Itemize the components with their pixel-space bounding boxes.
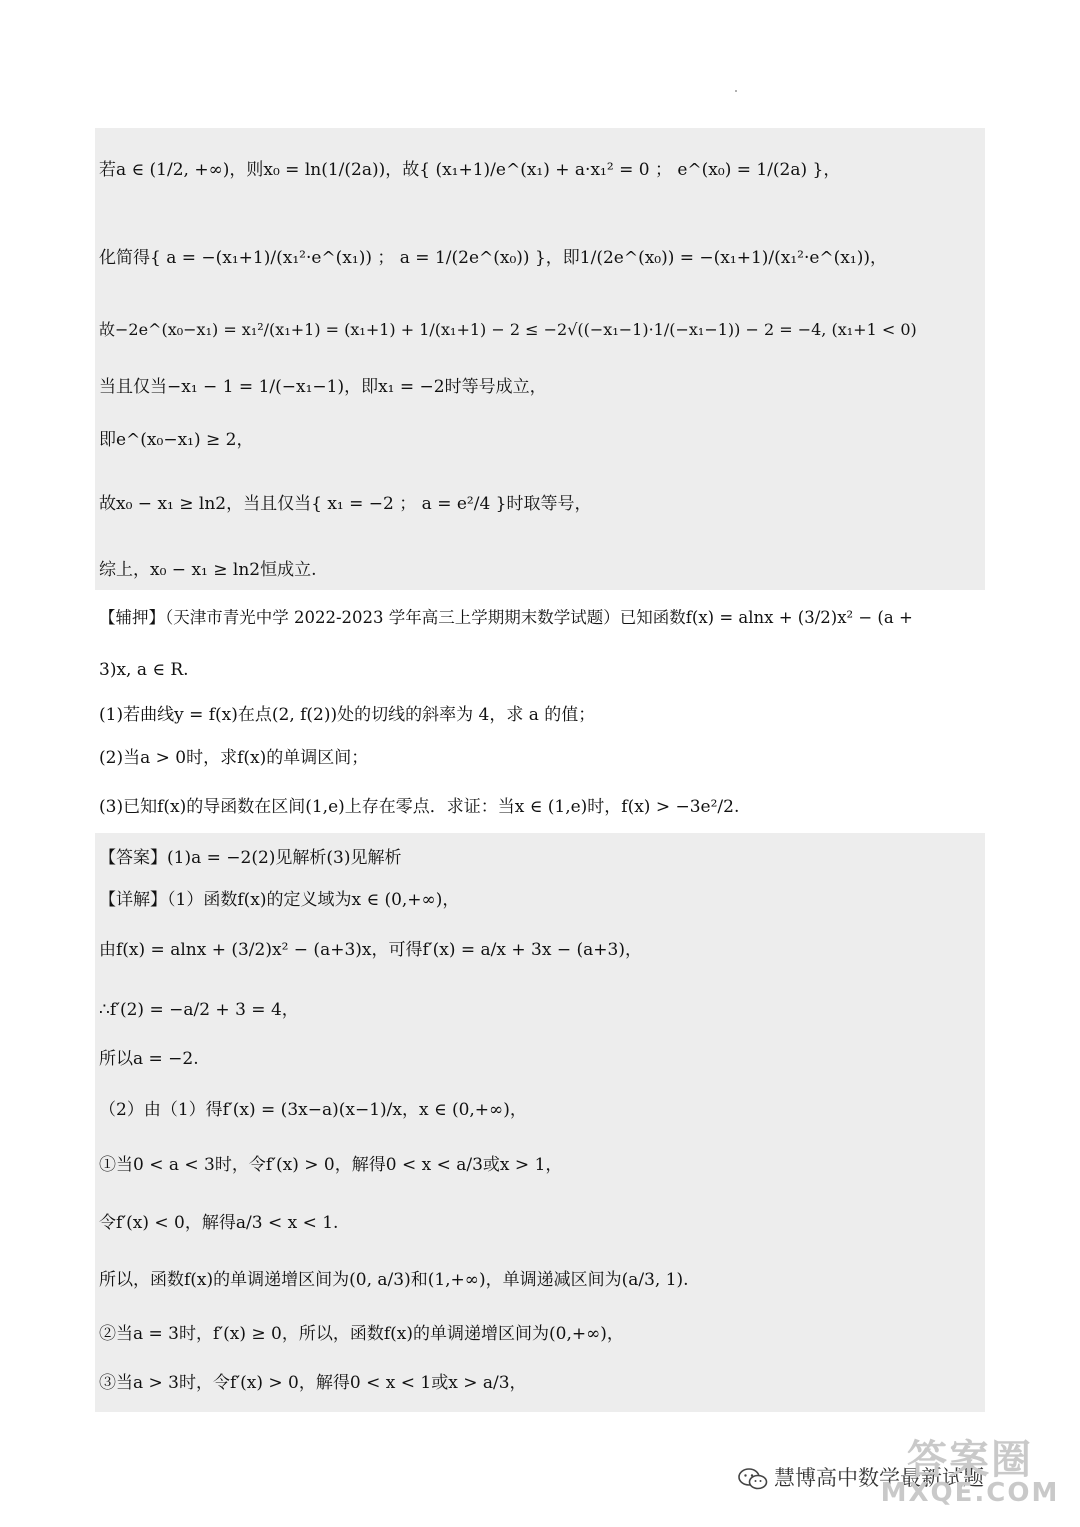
question-3: (3)已知f(x)的导函数在区间(1,e)上存在零点．求证：当x ∈ (1,e)时，f(x) > −3e²/2. [99, 797, 740, 817]
logo-domain: MXQE.COM [880, 1478, 1060, 1508]
text-line: 化简得{ a = −(x₁+1)/(x₁²·e^(x₁)) ； a = 1/(2e^(x₀)) }，即1/(2e^(x₀)) = −(x₁+1)/(x₁²·e^(x₁))， [99, 248, 887, 268]
text-line: 综上，x₀ − x₁ ≥ ln2恒成立. [99, 560, 317, 580]
text-line: 所以a = −2. [99, 1049, 199, 1069]
text-line: ①当0 < a < 3时，令f′(x) > 0，解得0 < x < a/3或x > 1， [99, 1155, 563, 1175]
text-line: 【详解】（1）函数f(x)的定义域为x ∈ (0,+∞)， [99, 890, 460, 910]
text-line: （2）由（1）得f′(x) = (3x−a)(x−1)/x，x ∈ (0,+∞)， [99, 1100, 527, 1120]
question-2: (2)当a > 0时，求f(x)的单调区间； [99, 748, 369, 768]
wechat-icon [738, 1468, 768, 1490]
account-name: 慧博高中数学最新试题 [774, 1466, 984, 1490]
text-line: ③当a > 3时，令f′(x) > 0，解得0 < x < 1或x > a/3， [99, 1373, 527, 1393]
text-line: 故x₀ − x₁ ≥ ln2，当且仅当{ x₁ = −2 ； a = e²/4 }时取等号， [99, 494, 592, 514]
text-line: ②当a = 3时，f′(x) ≥ 0，所以，函数f(x)的单调递增区间为(0,+∞)， [99, 1324, 624, 1344]
question-1: (1)若曲线y = f(x)在点(2, f(2))处的切线的斜率为 4，求 a 的值； [99, 705, 596, 725]
problem-title: 【辅押】（天津市青光中学 2022-2023 学年高三上学期期末数学试题）已知函数f(x) = alnx + (3/2)x² − (a + [99, 608, 913, 627]
text-line: 令f′(x) < 0，解得a/3 < x < 1. [99, 1213, 339, 1233]
logo-text: 答案圈 [907, 1437, 1033, 1483]
text-line: 故−2e^(x₀−x₁) = x₁²/(x₁+1) = (x₁+1) + 1/(x₁+1) − 2 ≤ −2√((−x₁−1)·1/(−x₁−1)) − 2 = −4, (x₁+1 < 0) [99, 320, 917, 339]
text-line: 3)x, a ∈ R. [99, 660, 189, 680]
solution-block-1 [95, 128, 985, 590]
text-line: 即e^(x₀−x₁) ≥ 2， [99, 430, 254, 450]
stray-dot [735, 90, 737, 92]
answer-line: 【答案】(1)a = −2(2)见解析(3)见解析 [99, 848, 402, 868]
site-logo-watermark [880, 1437, 1060, 1508]
text-line: ∴f′(2) = −a/2 + 3 = 4， [99, 1000, 299, 1020]
text-line: 所以，函数f(x)的单调递增区间为(0, a/3)和(1,+∞)，单调递减区间为(a/3, 1). [99, 1270, 689, 1290]
text-line: 若a ∈ (1/2, +∞)，则x₀ = ln(1/(2a))，故{ (x₁+1)/e^(x₁) + a·x₁² = 0 ； e^(x₀) = 1/(2a) }， [99, 160, 841, 180]
text-line: 由f(x) = alnx + (3/2)x² − (a+3)x，可得f′(x) = a/x + 3x − (a+3)， [99, 940, 642, 960]
text-line: 当且仅当−x₁ − 1 = 1/(−x₁−1)，即x₁ = −2时等号成立， [99, 377, 547, 397]
